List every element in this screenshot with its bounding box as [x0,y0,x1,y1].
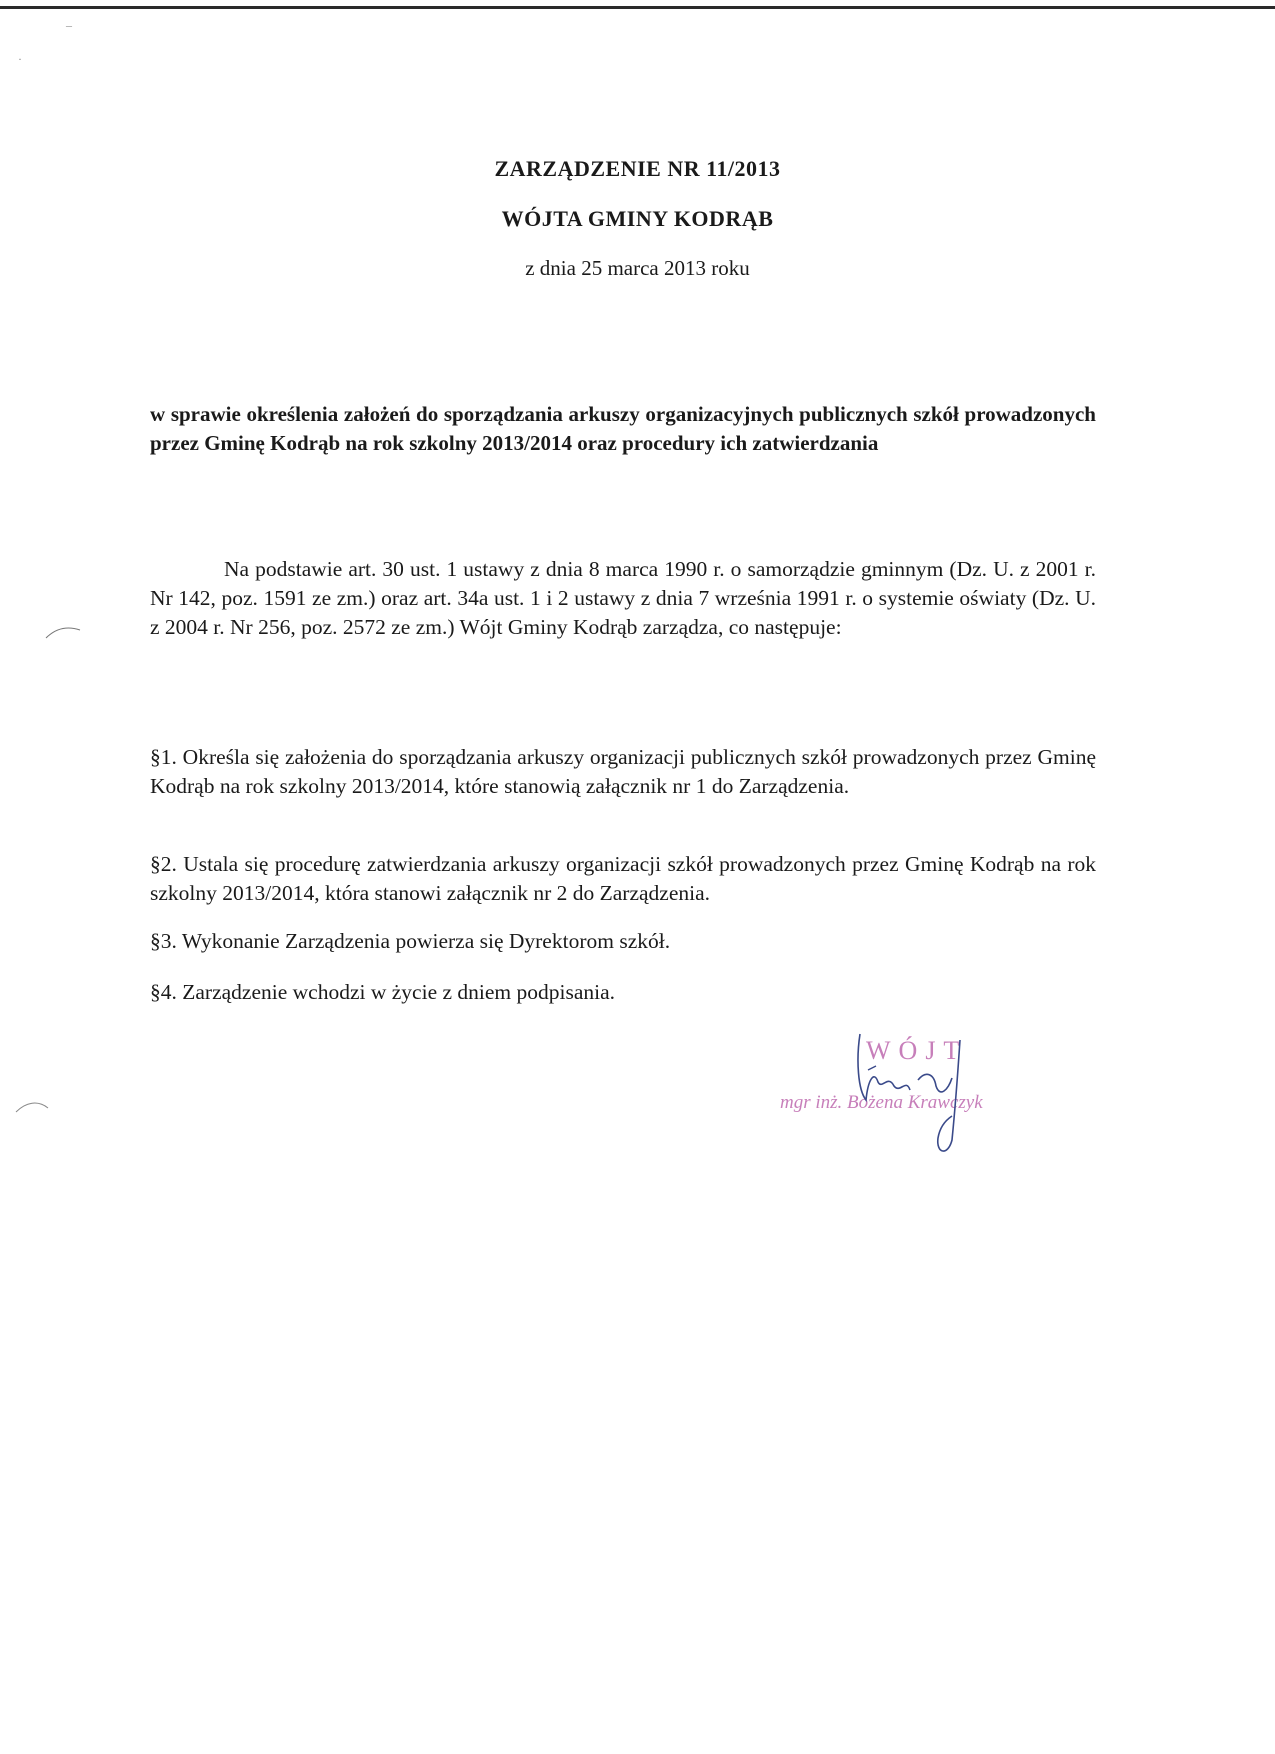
section-1-paragraph: §1. Określa się założenia do sporządzania arkuszy organizacji publicznych szkół prowadzonych przez Gminę Kodrąb na rok szkolny 2013/2014, które stanowią załącznik nr 1 do Zarządzenia. [150,745,1096,798]
scan-edge-mark [14,1098,54,1118]
issuer-title: WÓJTA GMINY KODRĄB [501,206,774,231]
document-title: ZARZĄDZENIE NR 11/2013 [494,156,781,181]
stamp-title: WÓJT [866,1036,968,1065]
scan-edge-mark [44,622,84,642]
document-date: z dnia 25 marca 2013 roku [525,256,750,280]
section-4-paragraph: §4. Zarządzenie wchodzi w życie z dniem podpisania. [150,980,616,1004]
scan-top-border [0,6,1275,9]
handwritten-signature [848,1030,978,1160]
document-subject: w sprawie określenia założeń do sporządzania arkuszy organizacyjnych publicznych szkół prowadzonych przez Gminę Kodrąb na rok szkolny 2013/2014 oraz procedury ich zatwierdzania [150,402,1096,455]
legal-basis-paragraph: Na podstawie art. 30 ust. 1 ustawy z dnia 8 marca 1990 r. o samorządzie gminnym (Dz. U. z 2001 r. Nr 142, poz. 1591 ze zm.) oraz art. 34a ust. 1 i 2 ustawy z dnia 7 września 1991 r. o systemie oświaty (Dz. U. z 2004 r. Nr 256, poz. 2572 ze zm.) Wójt Gminy Kodrąb zarządza, co następuje: [150,557,1096,639]
stamp-name: mgr inż. Bożena Krawczyk [780,1092,983,1113]
scan-artifact: – [66,18,72,32]
section-3-paragraph: §3. Wykonanie Zarządzenia powierza się Dyrektorom szkół. [150,929,671,953]
section-2-paragraph: §2. Ustala się procedurę zatwierdzania arkuszy organizacji szkół prowadzonych przez Gminę Kodrąb na rok szkolny 2013/2014, która stanowi załącznik nr 2 do Zarządzenia. [150,852,1096,905]
scan-artifact: · [18,52,22,66]
